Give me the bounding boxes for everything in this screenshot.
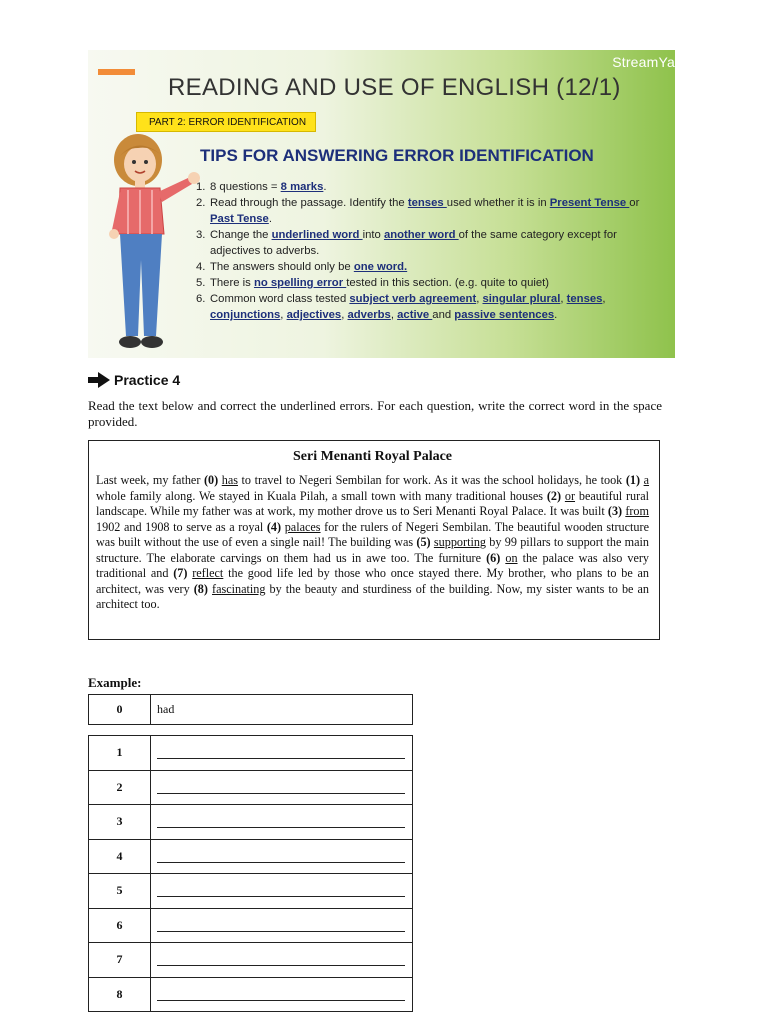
tips-list xyxy=(196,179,666,323)
lesson-slide xyxy=(88,50,675,358)
part-label: PART 2: ERROR IDENTIFICATION xyxy=(136,112,316,132)
answer-line xyxy=(157,746,405,759)
answer-blank[interactable] xyxy=(151,874,413,909)
answer-line xyxy=(157,919,405,932)
answer-line xyxy=(157,953,405,966)
answer-blank[interactable] xyxy=(151,839,413,874)
answer-number: 1 xyxy=(89,736,151,771)
cartoon-girl-illustration xyxy=(98,130,208,355)
slide-title: READING AND USE OF ENGLISH (12/1) xyxy=(168,74,621,101)
answer-blank[interactable] xyxy=(151,908,413,943)
answer-line xyxy=(157,850,405,863)
answer-line xyxy=(157,988,405,1001)
answer-line xyxy=(157,781,405,794)
tip-4: 4. The answers should only be one word. xyxy=(196,261,408,273)
example-number: 0 xyxy=(89,695,151,725)
answer-number: 2 xyxy=(89,770,151,805)
answer-line xyxy=(157,815,405,828)
passage-box xyxy=(88,440,660,640)
practice-heading xyxy=(88,372,180,388)
passage-title: Seri Menanti Royal Palace xyxy=(292,449,453,464)
answer-table xyxy=(88,735,413,1012)
answer-line xyxy=(157,884,405,897)
tip-6: 6. Common word class tested subject verb agreement, singular plural, tenses, conjunctions, adjectives, adverbs, active and passive sentences. xyxy=(196,293,606,321)
streamyard-watermark: StreamYa xyxy=(612,54,675,70)
answer-blank[interactable] xyxy=(151,943,413,978)
example-answer: had xyxy=(151,695,413,725)
arrow-right-icon xyxy=(88,372,110,388)
answer-row xyxy=(89,977,413,1012)
accent-bar xyxy=(98,69,135,75)
answer-row xyxy=(89,839,413,874)
answer-row xyxy=(89,874,413,909)
answer-number: 7 xyxy=(89,943,151,978)
answer-blank[interactable] xyxy=(151,977,413,1012)
tip-2: 2. Read through the passage. Identify the tenses used whether it is in Present Tense or Past Tense. xyxy=(196,197,640,225)
answer-row xyxy=(89,908,413,943)
example-row xyxy=(89,695,413,725)
answer-blank[interactable] xyxy=(151,770,413,805)
answer-number: 8 xyxy=(89,977,151,1012)
practice-heading-text: Practice 4 xyxy=(114,372,181,388)
answer-number: 5 xyxy=(89,874,151,909)
answer-blank[interactable] xyxy=(151,805,413,840)
example-label: Example: xyxy=(88,675,142,690)
answer-number: 6 xyxy=(89,908,151,943)
answer-number: 3 xyxy=(89,805,151,840)
answer-row xyxy=(89,770,413,805)
instructions: Read the text below and correct the underlined errors. For each question, write the correct word in the space provided. xyxy=(88,398,662,429)
tips-title: TIPS FOR ANSWERING ERROR IDENTIFICATION xyxy=(200,146,594,165)
answer-number: 4 xyxy=(89,839,151,874)
tip-5: 5. There is no spelling error tested in this section. (e.g. quite to quiet) xyxy=(196,277,550,289)
answer-row xyxy=(89,943,413,978)
tip-3: 3. Change the underlined word into another word of the same category except for adjectives to adverbs. xyxy=(196,229,617,257)
answer-blank[interactable] xyxy=(151,736,413,771)
answer-row xyxy=(89,736,413,771)
tip-1: 1. 8 questions = 8 marks. xyxy=(196,181,327,193)
example-table xyxy=(88,694,413,725)
answer-row xyxy=(89,805,413,840)
passage-text: Last week, my father (0) has to travel to Negeri Sembilan for work. As it was the school holidays, he took (1) a whole family along. We stayed in Kuala Pilah, a small town with many traditional houses (2) or beautiful rural landscape. While my father was at work, my mother drove us to Seri Menanti Royal Palace. It was built (3) from 1902 and 1908 to serve as a royal (4) palaces for the rulers of Negeri Sembilan. The beautiful wooden structure was built without the use of even a single nail! The building was (5) supporting by 99 pillars to support the main structure. The elaborate carvings on them had us in awe too. The furniture (6) on the palace was also very traditional and (7) reflect the good life led by those who once stayed there. My brother, who plans to be an architect, was very (8) fascinating by the beauty and sturdiness of the building. Now, my sister wants to be an architect too. xyxy=(96,473,650,611)
